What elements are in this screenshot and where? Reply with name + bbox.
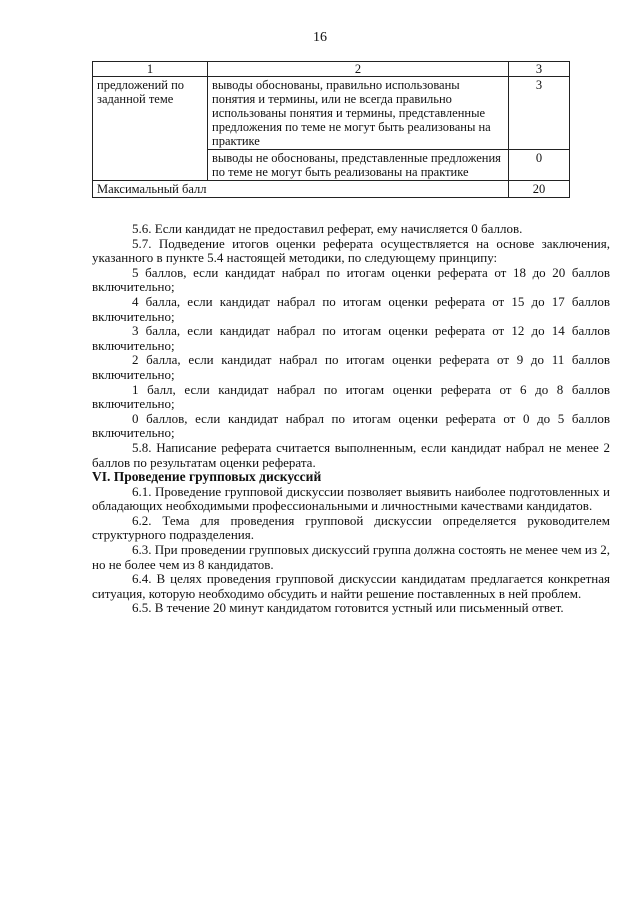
paragraph: 5.7. Подведение итогов оценки реферата осуществляется на основе заключения, указанного в пункте 5.4 настоящей методики, по следующему принципу:: [92, 235, 610, 266]
paragraph: 3 балла, если кандидат набрал по итогам оценки реферата от 12 до 14 баллов включительно;: [92, 323, 610, 353]
document-body: [92, 222, 610, 616]
paragraph: 4 балла, если кандидат набрал по итогам оценки реферата от 15 до 17 баллов включительно;: [92, 293, 610, 324]
description-cell: выводы обоснованы, правильно использованы понятия и термины, или не всегда правильно использованы понятия и термины, представленные предложения по теме не могут быть реализованы на практике: [208, 77, 509, 150]
paragraph: 6.2. Тема для проведения групповой дискуссии определяется руководителем структурного подразделения.: [92, 512, 610, 543]
total-score: 20: [509, 181, 570, 198]
paragraph: 6.4. В целях проведения групповой дискуссии кандидатам предлагается конкретная ситуация, которую необходимо обсудить и найти решение поставленных в ней проблем.: [92, 571, 610, 601]
table-row: [93, 77, 570, 150]
section-heading: VI. Проведение групповых дискуссий: [92, 469, 322, 485]
description-cell: выводы не обоснованы, представленные предложения по теме не могут быть реализованы на практике: [208, 150, 509, 181]
criteria-table: [92, 61, 570, 198]
paragraph: 2 балла, если кандидат набрал по итогам оценки реферата от 9 до 11 баллов включительно;: [92, 352, 610, 382]
paragraph: 6.1. Проведение групповой дискуссии позволяет выявить наиболее подготовленных и обладающих необходимыми профессиональными и личностными качествами кандидатов.: [92, 483, 610, 514]
paragraph: 6.3. При проведении групповых дискуссий группа должна состоять не менее чем из 2, но не более чем из 8 кандидатов.: [92, 542, 610, 572]
table-row: [93, 150, 570, 181]
table-header-row: [93, 62, 570, 77]
criterion-cell: [93, 150, 208, 181]
table-header-cell: 1: [93, 62, 208, 77]
paragraph: 1 балл, если кандидат набрал по итогам оценки реферата от 6 до 8 баллов включительно;: [92, 381, 610, 412]
paragraph: 5.6. Если кандидат не предоставил реферат, ему начисляется 0 баллов.: [132, 221, 523, 236]
paragraph: 5 баллов, если кандидат набрал по итогам оценки реферата от 18 до 20 баллов включительно;: [92, 264, 610, 295]
table-header-cell: 3: [509, 62, 570, 77]
paragraph: 6.5. В течение 20 минут кандидатом готовится устный или письменный ответ.: [132, 600, 564, 616]
score-cell: 3: [509, 77, 570, 150]
paragraph: 5.8. Написание реферата считается выполненным, если кандидат набрал не менее 2 баллов по результатам оценки реферата.: [92, 439, 610, 470]
table-total-row: [93, 181, 570, 198]
table-header-cell: 2: [208, 62, 509, 77]
total-label: Максимальный балл: [93, 181, 509, 198]
paragraph: 0 баллов, если кандидат набрал по итогам оценки реферата от 0 до 5 баллов включительно;: [92, 410, 610, 441]
criterion-cell: предложений по заданной теме: [93, 77, 208, 150]
page-number: 16: [313, 30, 327, 45]
score-cell: 0: [509, 150, 570, 181]
